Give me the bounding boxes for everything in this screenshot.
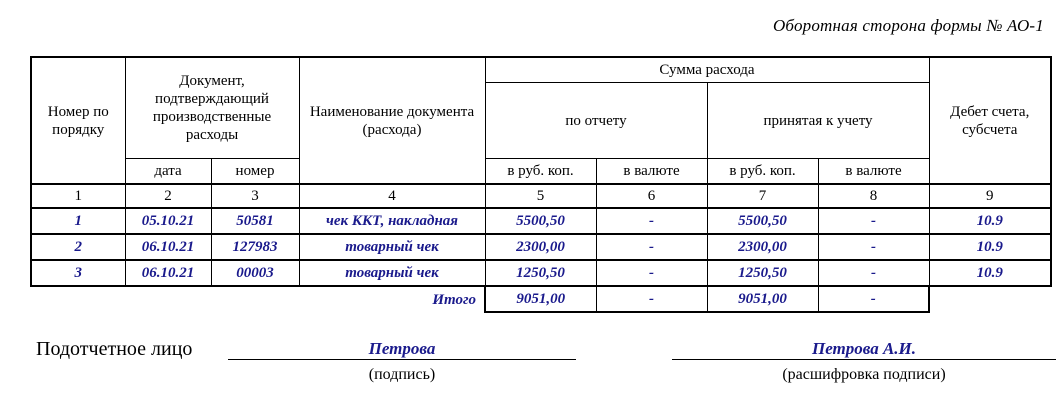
col-number-1: 1 <box>31 184 125 208</box>
row-date: 05.10.21 <box>125 208 211 234</box>
row-number: 1 <box>31 208 125 234</box>
header-number: Номер по порядку <box>31 57 125 184</box>
col-number-2: 2 <box>125 184 211 208</box>
row-cur-report: - <box>596 208 707 234</box>
row-rub-accepted: 5500,50 <box>707 208 818 234</box>
row-doc-number: 00003 <box>211 260 299 286</box>
signature-value: Петрова <box>368 339 436 358</box>
expense-table <box>30 56 1052 313</box>
header-cur-accepted: в валюте <box>818 159 929 185</box>
col-number-9: 9 <box>929 184 1051 208</box>
row-rub-report: 2300,00 <box>485 234 596 260</box>
header-doc-number: номер <box>211 159 299 185</box>
row-number: 2 <box>31 234 125 260</box>
row-date: 06.10.21 <box>125 260 211 286</box>
accountable-person-label: Подотчетное лицо <box>36 338 193 360</box>
header-rub-accepted: в руб. коп. <box>707 159 818 185</box>
row-rub-accepted: 2300,00 <box>707 234 818 260</box>
row-rub-report: 1250,50 <box>485 260 596 286</box>
decoding-line <box>672 359 1056 360</box>
header-expense-sum: Сумма расхода <box>485 57 929 83</box>
decoding-value: Петрова А.И. <box>811 339 917 358</box>
row-doc-name: чек ККТ, накладная <box>299 208 485 234</box>
total-cur-report: - <box>596 286 707 312</box>
col-number-8: 8 <box>818 184 929 208</box>
row-cur-report: - <box>596 260 707 286</box>
table-row <box>31 208 1051 234</box>
total-rub-accepted: 9051,00 <box>707 286 818 312</box>
form-title: Оборотная сторона формы № АО-1 <box>772 16 1044 35</box>
row-cur-accepted: - <box>818 260 929 286</box>
header-rub-report: в руб. коп. <box>485 159 596 185</box>
table-row <box>31 260 1051 286</box>
signature-line <box>228 359 576 360</box>
table-row <box>31 234 1051 260</box>
row-debit: 10.9 <box>929 234 1051 260</box>
row-debit: 10.9 <box>929 208 1051 234</box>
header-date: дата <box>125 159 211 185</box>
row-doc-number: 127983 <box>211 234 299 260</box>
col-number-5: 5 <box>485 184 596 208</box>
header-cur-report: в валюте <box>596 159 707 185</box>
col-number-3: 3 <box>211 184 299 208</box>
row-rub-accepted: 1250,50 <box>707 260 818 286</box>
row-doc-name: товарный чек <box>299 234 485 260</box>
row-cur-accepted: - <box>818 234 929 260</box>
header-accepted: принятая к учету <box>707 83 929 159</box>
col-number-7: 7 <box>707 184 818 208</box>
header-debit: Дебет счета, субсчета <box>929 57 1051 184</box>
row-date: 06.10.21 <box>125 234 211 260</box>
header-per-report: по отчету <box>485 83 707 159</box>
row-cur-report: - <box>596 234 707 260</box>
total-cur-accepted: - <box>818 286 929 312</box>
decoding-caption: (расшифровка подписи) <box>782 366 946 383</box>
row-cur-accepted: - <box>818 208 929 234</box>
total-label: Итого <box>432 291 476 308</box>
row-rub-report: 5500,50 <box>485 208 596 234</box>
row-debit: 10.9 <box>929 260 1051 286</box>
row-doc-number: 50581 <box>211 208 299 234</box>
header-doc-name: Наименование документа (расхода) <box>299 57 485 184</box>
header-document: Документ, подтверждающий производственные расходы <box>125 57 299 159</box>
total-row <box>31 286 1051 312</box>
row-number: 3 <box>31 260 125 286</box>
col-number-4: 4 <box>299 184 485 208</box>
row-doc-name: товарный чек <box>299 260 485 286</box>
col-number-6: 6 <box>596 184 707 208</box>
signature-caption: (подпись) <box>368 366 436 383</box>
total-rub-report: 9051,00 <box>485 286 596 312</box>
